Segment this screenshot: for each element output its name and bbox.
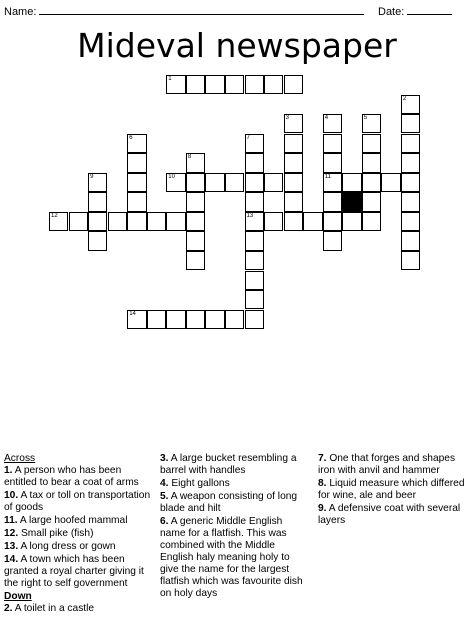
clue-item: [318, 453, 468, 477]
grid-cell[interactable]: [264, 75, 283, 94]
grid-cell[interactable]: [127, 134, 146, 153]
clue-item: [318, 503, 468, 527]
clue-item: [160, 478, 310, 490]
grid-cell[interactable]: [166, 310, 185, 329]
grid-cell[interactable]: [245, 290, 264, 309]
down-clue-list-1: [4, 603, 156, 615]
across-clue-list: [4, 465, 156, 590]
grid-cell[interactable]: [303, 212, 322, 231]
grid-cell[interactable]: [225, 173, 244, 192]
grid-cell[interactable]: [186, 212, 205, 231]
grid-cell[interactable]: [401, 231, 420, 250]
grid-cell[interactable]: [342, 173, 361, 192]
grid-cell[interactable]: [127, 173, 146, 192]
cell-number: 12: [51, 212, 58, 219]
clue-item: [4, 465, 156, 489]
clue-item: [318, 478, 468, 502]
grid-cell[interactable]: [245, 251, 264, 270]
grid-cell[interactable]: [245, 192, 264, 211]
clue-number: 14.: [4, 554, 19, 565]
grid-cell[interactable]: [401, 192, 420, 211]
grid-cell[interactable]: [245, 75, 264, 94]
grid-cell[interactable]: [381, 173, 400, 192]
grid-cell[interactable]: [245, 212, 264, 231]
clue-item: [160, 491, 310, 515]
grid-cell[interactable]: [323, 134, 342, 153]
grid-cell[interactable]: [186, 310, 205, 329]
grid-cell[interactable]: [225, 310, 244, 329]
grid-cell[interactable]: [166, 75, 185, 94]
down-heading: Down: [4, 591, 32, 602]
clue-number: 11.: [4, 515, 18, 526]
grid-cell[interactable]: [362, 153, 381, 172]
grid-cell[interactable]: [401, 212, 420, 231]
grid-cell[interactable]: [323, 212, 342, 231]
grid-cell[interactable]: [205, 173, 224, 192]
grid-cell[interactable]: [245, 310, 264, 329]
cell-number: 3: [285, 115, 289, 122]
clue-item: [4, 528, 156, 540]
clues-column-2: [160, 453, 310, 601]
clue-number: 1.: [4, 465, 13, 476]
clue-text: A tax or toll on transportation of goods: [4, 490, 151, 513]
clue-number: 7.: [318, 453, 327, 464]
grid-cell[interactable]: [49, 212, 68, 231]
clue-item: [4, 603, 156, 615]
cell-number: 11: [324, 173, 331, 180]
clue-text: A long dress or gown: [18, 541, 116, 552]
grid-cell[interactable]: [88, 192, 107, 211]
grid-cell[interactable]: [362, 192, 381, 211]
grid-cell[interactable]: [284, 75, 303, 94]
grid-cell[interactable]: [69, 212, 88, 231]
blocked-cell: [342, 192, 361, 211]
clue-number: 4.: [160, 478, 169, 489]
clue-number: 8.: [318, 478, 327, 489]
grid-cell[interactable]: [186, 251, 205, 270]
grid-cell[interactable]: [147, 212, 166, 231]
name-label: Name:: [4, 6, 37, 18]
grid-cell[interactable]: [245, 231, 264, 250]
cell-number: 14: [129, 310, 136, 317]
cell-number: 13: [246, 212, 254, 219]
cell-number: 1: [168, 76, 172, 82]
grid-cell[interactable]: [362, 173, 381, 192]
grid-cell[interactable]: [127, 192, 146, 211]
grid-cell[interactable]: [88, 212, 107, 231]
grid-cell[interactable]: [401, 95, 420, 114]
clue-text: A toilet in a castle: [12, 603, 95, 614]
grid-cell[interactable]: [186, 231, 205, 250]
cell-number: 6: [129, 134, 133, 141]
grid-cell[interactable]: [245, 153, 264, 172]
clue-text: A town which has been granted a royal charter giving it the right to self government: [4, 554, 144, 589]
grid-cell[interactable]: [401, 251, 420, 270]
clue-item: [160, 453, 310, 477]
cell-number: 2: [402, 95, 407, 102]
clue-text: A large hoofed mammal: [17, 515, 128, 526]
grid-cell[interactable]: [264, 173, 283, 192]
grid-cell[interactable]: [401, 173, 420, 192]
grid-cell[interactable]: [342, 212, 361, 231]
clue-text: A defensive coat with several layers: [318, 503, 461, 526]
clues-column-1: [4, 453, 156, 616]
cell-number: 9: [90, 173, 94, 180]
grid-cell[interactable]: [88, 173, 107, 192]
grid-cell[interactable]: [401, 153, 420, 172]
grid-cell[interactable]: [225, 75, 244, 94]
grid-cell[interactable]: [88, 231, 107, 250]
clue-number: 2.: [4, 603, 13, 614]
clue-number: 3.: [160, 453, 169, 464]
grid-cell[interactable]: [284, 173, 303, 192]
clue-text: Small pike (fish): [18, 528, 94, 539]
clue-item: [160, 516, 310, 600]
grid-cell[interactable]: [186, 75, 205, 94]
clue-text: Liquid measure which differed for wine, ale and beer: [318, 478, 465, 501]
clue-text: A large bucket resembling a barrel with handles: [160, 453, 297, 476]
grid-cell[interactable]: [245, 173, 264, 192]
clue-text: A person who has been entitled to bear a coat of arms: [4, 465, 139, 488]
grid-cell[interactable]: [108, 212, 127, 231]
grid-cell[interactable]: [186, 173, 205, 192]
cell-number: 4: [324, 115, 329, 122]
grid-cell[interactable]: [362, 212, 381, 231]
clue-number: 6.: [160, 516, 169, 527]
grid-cell[interactable]: [284, 153, 303, 172]
clue-item: [4, 515, 156, 527]
clue-number: 9.: [318, 503, 327, 514]
down-clue-list-3: [318, 453, 468, 527]
grid-cell[interactable]: [284, 212, 303, 231]
clue-number: 10.: [4, 490, 19, 501]
grid-cell[interactable]: [284, 114, 303, 133]
clue-number: 12.: [4, 528, 19, 539]
cell-number: 5: [363, 115, 368, 122]
clue-item: [4, 490, 156, 514]
grid-cell[interactable]: [323, 192, 342, 211]
clue-item: [4, 554, 156, 590]
grid-cell[interactable]: [127, 153, 146, 172]
clue-text: A weapon consisting of long blade and hilt: [160, 491, 298, 514]
date-label: Date:: [378, 6, 405, 18]
clue-text: Eight gallons: [168, 478, 230, 489]
cell-number: 10: [168, 173, 175, 180]
grid-cell[interactable]: [205, 310, 224, 329]
clue-text: A generic Middle English name for a flatfish. This was combined with the Middle English haly meaning holy to give the name for the largest flatfish which was favourite dish on holy days: [160, 516, 303, 599]
clue-item: [4, 541, 156, 553]
grid-cell[interactable]: [362, 114, 381, 133]
grid-cell[interactable]: [245, 134, 264, 153]
grid-cell[interactable]: [401, 114, 420, 133]
puzzle-title: Mideval newspaper: [77, 26, 397, 65]
clues-column-3: [318, 453, 468, 528]
grid-cell[interactable]: [323, 153, 342, 172]
clue-number: 5.: [160, 491, 169, 502]
grid-cell[interactable]: [323, 231, 342, 250]
cell-number: 8: [187, 154, 192, 161]
grid-cell[interactable]: [323, 173, 342, 192]
grid-cell[interactable]: [147, 310, 166, 329]
grid-cell[interactable]: [245, 271, 264, 290]
across-heading: Across: [4, 453, 36, 464]
grid-cell[interactable]: [284, 192, 303, 211]
cell-number: 7: [246, 134, 250, 141]
grid-cell[interactable]: [127, 310, 146, 329]
down-clue-list-2: [160, 453, 310, 600]
grid-cell[interactable]: [205, 75, 224, 94]
grid-cell[interactable]: [264, 212, 283, 231]
grid-cell[interactable]: [284, 134, 303, 153]
grid-cell[interactable]: [166, 173, 185, 192]
grid-cell[interactable]: [362, 134, 381, 153]
grid-cell[interactable]: [186, 192, 205, 211]
grid-cell[interactable]: [323, 114, 342, 133]
grid-cell[interactable]: [127, 212, 146, 231]
grid-cell[interactable]: [186, 153, 205, 172]
grid-cell[interactable]: [166, 212, 185, 231]
clue-text: One that forges and shapes iron with anvil and hammer: [318, 453, 456, 476]
grid-cell[interactable]: [401, 134, 420, 153]
clue-number: 13.: [4, 541, 19, 552]
